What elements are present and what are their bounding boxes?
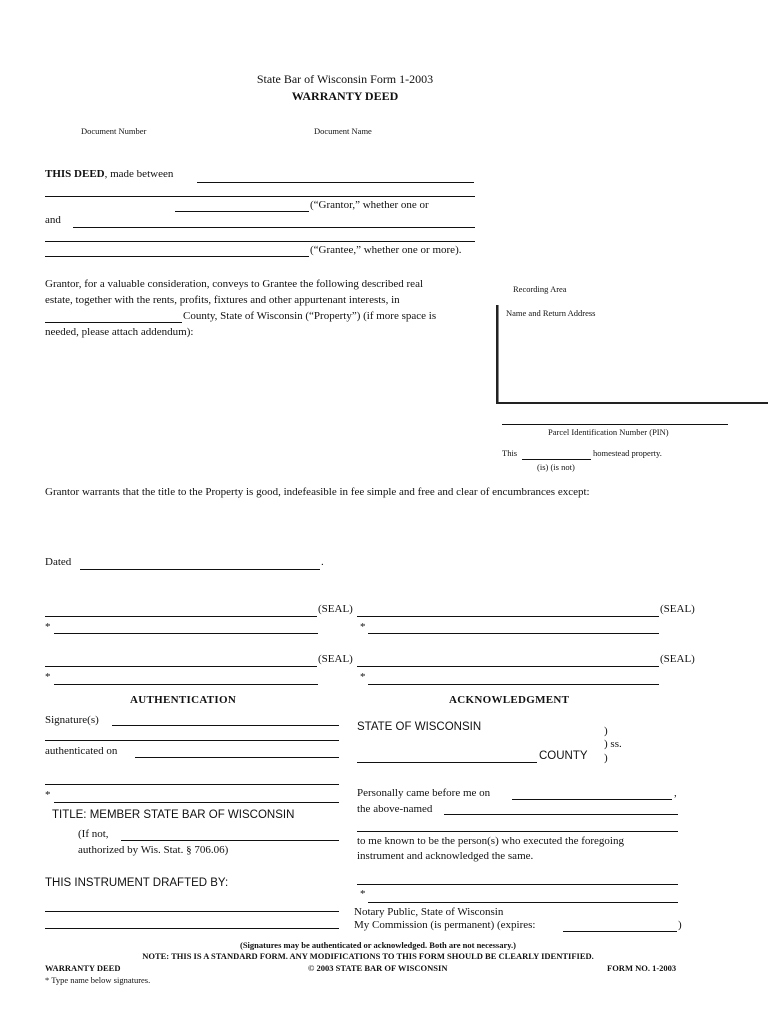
this-deed-line (45, 168, 173, 180)
authorized-by-label: authorized by Wis. Stat. § 706.06) (78, 844, 229, 856)
form-title: State Bar of Wisconsin Form 1-2003 (256, 72, 434, 86)
notary-label: Notary Public, State of Wisconsin (354, 906, 504, 918)
dated-line[interactable] (80, 569, 320, 570)
commission-expires-line[interactable] (563, 931, 677, 932)
asterisk-2: * (360, 621, 366, 633)
ss-label: ) ss. (604, 738, 622, 750)
known-line-2: instrument and acknowledged the same. (357, 850, 534, 862)
pin-line[interactable] (502, 424, 728, 425)
if-not-line[interactable] (121, 840, 339, 841)
signatures-line-2[interactable] (45, 740, 339, 741)
drafted-by-label: THIS INSTRUMENT DRAFTED BY: (45, 877, 229, 889)
comma: , (674, 787, 677, 799)
document-number-label: Document Number (81, 126, 147, 136)
state-label: STATE OF WISCONSIN (357, 721, 482, 733)
paren-1: ) (604, 725, 608, 737)
signature-line-2[interactable] (357, 616, 659, 617)
made-between-label: , made between (104, 168, 174, 180)
type-name-note: * Type name below signatures. (45, 975, 151, 985)
this-deed-label: THIS DEED (45, 168, 105, 180)
signatures-note: (Signatures may be authenticated or acknowledged. Both are not necessary.) (239, 940, 516, 950)
seal-label-2: (SEAL) (660, 603, 695, 615)
asterisk-6: * (360, 888, 366, 900)
printed-name-line-3[interactable] (54, 684, 318, 685)
printed-name-line-2[interactable] (368, 633, 659, 634)
commission-label: My Commission (is permanent) (expires: (354, 919, 536, 931)
footer-right: FORM NO. 1-2003 (607, 963, 677, 973)
authentication-heading: AUTHENTICATION (130, 694, 237, 706)
standard-form-note: NOTE: THIS IS A STANDARD FORM. ANY MODIFICATIONS TO THIS FORM SHOULD BE CLEARLY IDENTIFIED. (142, 951, 594, 961)
above-named-line-2[interactable] (357, 831, 678, 832)
signature-line-1[interactable] (45, 616, 317, 617)
printed-name-line-1[interactable] (54, 633, 318, 634)
signature-line-4[interactable] (357, 666, 659, 667)
grantee-suffix: (“Grantee,” whether one or more). (310, 244, 462, 256)
grantor-name-line-1[interactable] (197, 182, 474, 183)
conveyance-line-3: County, State of Wisconsin (“Property”) (if more space is (183, 310, 437, 322)
county-label: COUNTY (539, 750, 588, 762)
asterisk-1: * (45, 621, 51, 633)
grantor-name-line-2[interactable] (45, 196, 475, 197)
pin-label: Parcel Identification Number (PIN) (548, 427, 669, 437)
seal-label-3: (SEAL) (318, 653, 353, 665)
authenticator-name-line[interactable] (54, 802, 339, 803)
footer-left: WARRANTY DEED (45, 963, 121, 973)
authenticator-signature-line[interactable] (45, 784, 339, 785)
conveyance-line-4: needed, please attach addendum): (45, 326, 194, 338)
this-label: This (502, 448, 518, 458)
signatures-line[interactable] (112, 725, 339, 726)
recording-area-label: Recording Area (513, 284, 567, 294)
asterisk-4: * (360, 671, 366, 683)
signature-line-3[interactable] (45, 666, 317, 667)
drafted-by-line-1[interactable] (45, 911, 339, 912)
is-isnot-label: (is) (is not) (537, 462, 575, 472)
if-not-label: (If not, (78, 828, 109, 840)
notary-name-line[interactable] (368, 902, 678, 903)
county-name-line[interactable] (45, 322, 182, 323)
dated-period: . (321, 556, 324, 568)
document-name-label: Document Name (314, 126, 372, 136)
personally-came-label: Personally came before me on (357, 787, 491, 799)
notary-signature-line[interactable] (357, 884, 678, 885)
grantee-name-line-2[interactable] (45, 241, 475, 242)
recording-box-left-border (496, 305, 499, 403)
printed-name-line-4[interactable] (368, 684, 659, 685)
above-named-line[interactable] (444, 814, 678, 815)
and-label: and (45, 214, 61, 226)
dated-label: Dated (45, 556, 72, 568)
above-named-label: the above-named (357, 803, 433, 815)
grantee-name-line-1[interactable] (73, 227, 475, 228)
asterisk-5: * (45, 789, 51, 801)
conveyance-line-2: estate, together with the rents, profits, fixtures and other appurtenant interests, in (45, 294, 400, 306)
grantor-name-line-3[interactable] (175, 211, 309, 212)
title-member-label: TITLE: MEMBER STATE BAR OF WISCONSIN (52, 809, 295, 821)
homestead-line[interactable] (522, 459, 591, 460)
conveyance-line-1: Grantor, for a valuable consideration, conveys to Grantee the following described real (45, 278, 424, 290)
asterisk-3: * (45, 671, 51, 683)
footer-center: © 2003 STATE BAR OF WISCONSIN (308, 963, 448, 973)
personally-came-line[interactable] (512, 799, 672, 800)
seal-label-1: (SEAL) (318, 603, 353, 615)
seal-label-4: (SEAL) (660, 653, 695, 665)
signatures-label: Signature(s) (45, 714, 99, 726)
county-line[interactable] (357, 762, 537, 763)
authenticated-on-line[interactable] (135, 757, 339, 758)
name-return-label: Name and Return Address (506, 308, 596, 318)
recording-box-bottom-border (496, 402, 768, 404)
warranty-text: Grantor warrants that the title to the Property is good, indefeasible in fee simple and free and clear of encumbrances except: (45, 486, 590, 498)
paren-3: ) (604, 752, 608, 764)
deed-title: WARRANTY DEED (291, 89, 399, 103)
acknowledgment-heading: ACKNOWLEDGMENT (449, 694, 570, 706)
homestead-label: homestead property. (593, 448, 662, 458)
drafted-by-line-2[interactable] (45, 928, 339, 929)
commission-end: ) (678, 919, 682, 931)
grantor-suffix: (“Grantor,” whether one or (310, 199, 429, 211)
known-line-1: to me known to be the person(s) who executed the foregoing (357, 835, 624, 847)
grantee-name-line-3[interactable] (45, 256, 309, 257)
authenticated-on-label: authenticated on (45, 745, 118, 757)
